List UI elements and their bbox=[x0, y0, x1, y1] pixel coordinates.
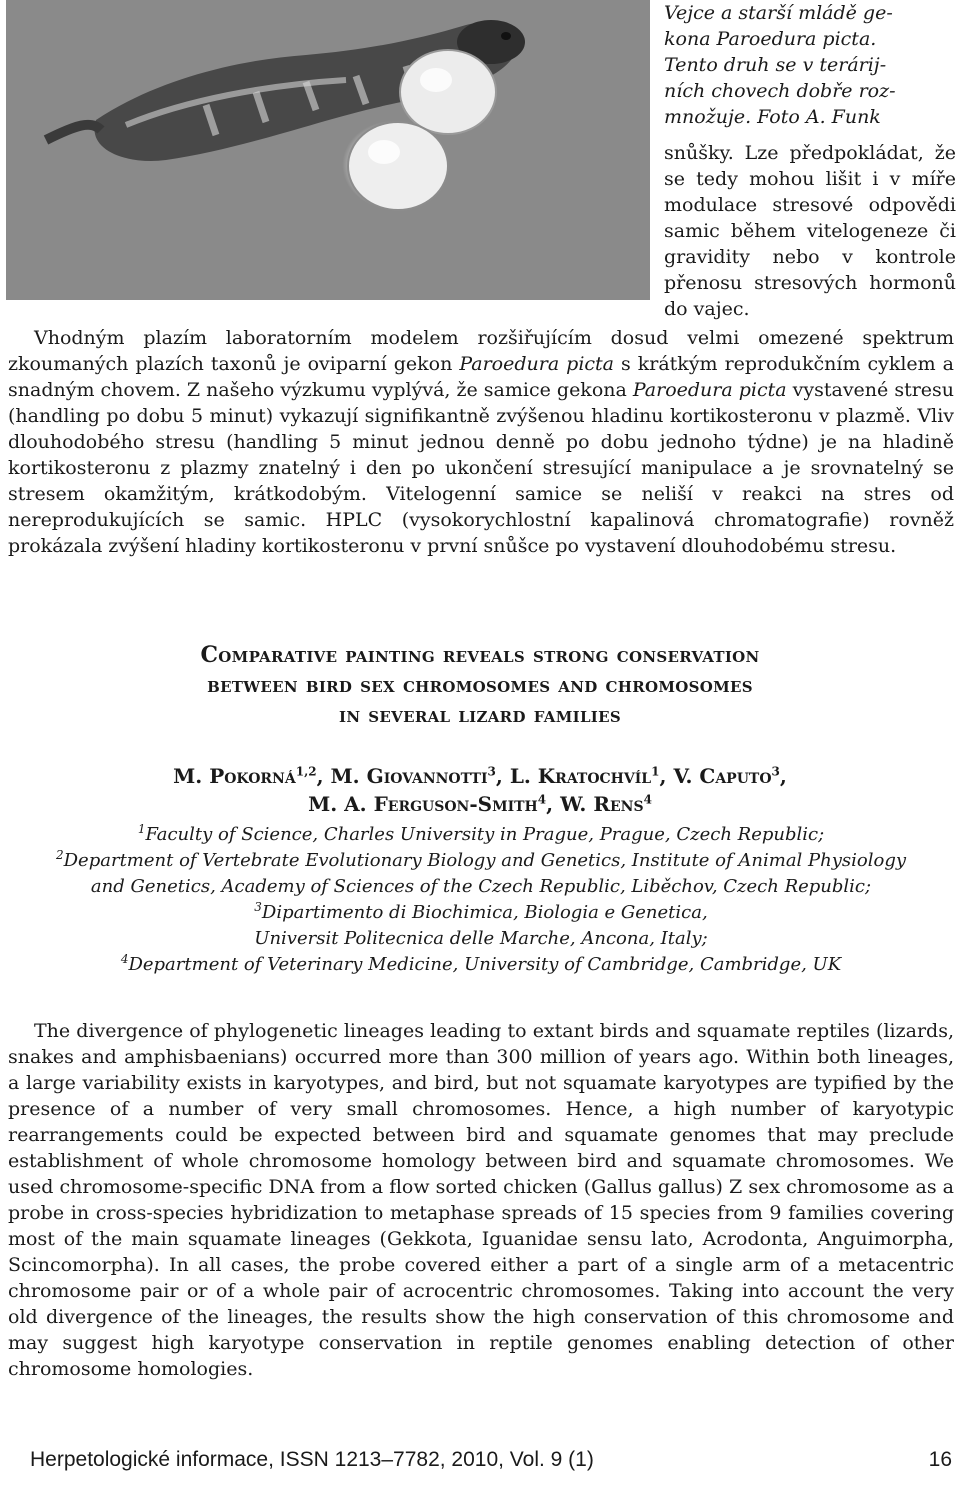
author-line: M. Pokorná$^{1,2}$, M. Giovannotti$^3$, L. Kratochvíl$^1$, V. Caputo$^3$, bbox=[173, 764, 787, 788]
affiliation-line: Universit Politecnica delle Marche, Ancona, Italy; bbox=[254, 928, 708, 949]
affiliation-line bbox=[6, 822, 956, 848]
para-text: s krátkým reprodukčním cyklem a snadným chovem. Z našeho výzkumu vyplývá, že samice gekona bbox=[8, 353, 954, 401]
author-list bbox=[40, 762, 920, 818]
abstract-paragraph: The divergence of phylogenetic lineages leading to extant birds and squamate reptiles (lizards, snakes and amphisbaenians) occurred more than 300 million of years ago. Within both lineages, a large variability exists in karyotypes, and bird, but not squamate karyotypes are typified by the presence of a number of very small chromosomes. Hence, a high number of karyotypic rearrangements could be expected between bird and squamate genomes that may preclude establishment of whole chromosome homology between bird and squamate chromosomes. We used chromosome-specific DNA from a flow sorted chicken (Gallus gallus) Z sex chromosome as a probe in cross-species hybridization to metaphase spreads of 15 species from 9 families covering most of the main squamate lineages (Gekkota, Iguanidae sensu lato, Acrodonta, Anguimorpha, Scincomorpha). In all cases, the probe covered either a part of a single arm of a metacentric chromosome pair or of a whole pair of acrocentric chromosomes. Taking into account the very old divergence of the lineages, the results show the high conservation of this chromosome and may suggest high karyotype conservation in reptile genomes enabling detection of other chromosome homologies. bbox=[8, 1020, 954, 1380]
species-name: Paroedura picta bbox=[632, 379, 787, 401]
author-affil: 1,2 bbox=[295, 764, 317, 779]
affiliation-line: and Genetics, Academy of Sciences of the Czech Republic, Liběchov, Czech Republic; bbox=[90, 876, 872, 897]
photo-illustration bbox=[6, 0, 650, 300]
author-affil: 1 bbox=[651, 764, 660, 779]
caption-line: kona Paroedura picta. bbox=[664, 28, 877, 50]
author-name: W. Rens bbox=[560, 792, 644, 816]
affil-number: 4 bbox=[120, 952, 129, 966]
journal-citation: Herpetologické informace, ISSN 1213–7782, 2010, Vol. 9 (1) bbox=[30, 1448, 594, 1471]
author-affil: 4 bbox=[643, 792, 652, 807]
affil-number: 1 bbox=[137, 822, 146, 836]
affiliation-line bbox=[6, 900, 956, 926]
affiliations bbox=[6, 822, 956, 978]
page-footer bbox=[30, 1448, 952, 1472]
title-line: Comparative painting reveals strong conservation bbox=[200, 642, 760, 668]
author-name: M. A. Ferguson-Smith bbox=[308, 792, 538, 816]
affil-number: 2 bbox=[55, 848, 64, 862]
author-affil: 3 bbox=[771, 764, 780, 779]
species-name: Paroedura picta bbox=[459, 353, 615, 375]
gecko-eggs-photo bbox=[6, 0, 650, 300]
intro-paragraph bbox=[8, 325, 954, 559]
para-text: vystavené stresu (handling po dobu 5 minut) vykazují signifikantně zvýšenou hladinu kortikosteronu v plazmě. Vliv dlouhodobého stresu (handling 5 minut jednou denně po dobu jednoho týdne) je na hladině kortikosteronu z plazmy znatelný i den po ukončení stresující manipulace a je srovnatelný se stresem okamžitým, krátkodobým. Vitelogenní samice se neliší v reakci na stres od nereprodukujících se samic. HPLC (vysokorychlostní kapalinová chromatografie) rovněž prokázala zvýšení hladiny kortikosteronu v první snůšce po vystavení dlouhodobému stresu. bbox=[8, 379, 955, 557]
para-text: Vhodným plazím laboratorním modelem rozšiřujícím dosud velmi omezené spektrum zkoumaných plazích taxonů je oviparní gekon bbox=[8, 327, 954, 375]
title-line: in several lizard families bbox=[339, 702, 621, 728]
affil-text: Faculty of Science, Charles University in Prague, Prague, Czech Republic; bbox=[145, 824, 825, 845]
title-line: between bird sex chromosomes and chromosomes bbox=[207, 672, 753, 698]
affil-text: Dipartimento di Biochimica, Biologia e Genetica, bbox=[261, 902, 708, 923]
article-title bbox=[40, 640, 920, 730]
photo-caption bbox=[664, 0, 956, 130]
author-name: M. Giovannotti bbox=[330, 764, 488, 788]
author-line: M. A. Ferguson-Smith$^4$, W. Rens$^4$ bbox=[308, 792, 652, 816]
affil-text: Department of Veterinary Medicine, University of Cambridge, Cambridge, UK bbox=[128, 954, 842, 975]
page-number: 16 bbox=[928, 1448, 952, 1471]
affil-number: 3 bbox=[254, 900, 262, 914]
caption-line: množuje. Foto A. Funk bbox=[664, 106, 881, 128]
author-name: V. Caputo bbox=[673, 764, 772, 788]
author-name: M. Pokorná bbox=[173, 764, 296, 788]
caption-line: Tento druh se v teráriј- bbox=[664, 54, 887, 76]
affiliation-line bbox=[6, 848, 956, 874]
author-affil: 4 bbox=[537, 792, 547, 807]
affil-text: Department of Vertebrate Evolutionary Biology and Genetics, Institute of Animal Physiology bbox=[63, 850, 907, 871]
author-name: L. Kratochvíl bbox=[509, 764, 652, 788]
side-column-text: snůšky. Lze předpokládat, že se tedy mohou lišit i v míře modulace stresové odpovědi samic během vitelogeneze či gravidity nebo v kontrole přenosu stresových hormonů do vajec. bbox=[664, 142, 956, 320]
author-affil: 3 bbox=[487, 764, 496, 779]
caption-line: Vejce a starší mládě ge- bbox=[664, 2, 893, 24]
caption-line: ních chovech dobře roz- bbox=[664, 80, 896, 102]
affiliation-line bbox=[6, 952, 956, 978]
